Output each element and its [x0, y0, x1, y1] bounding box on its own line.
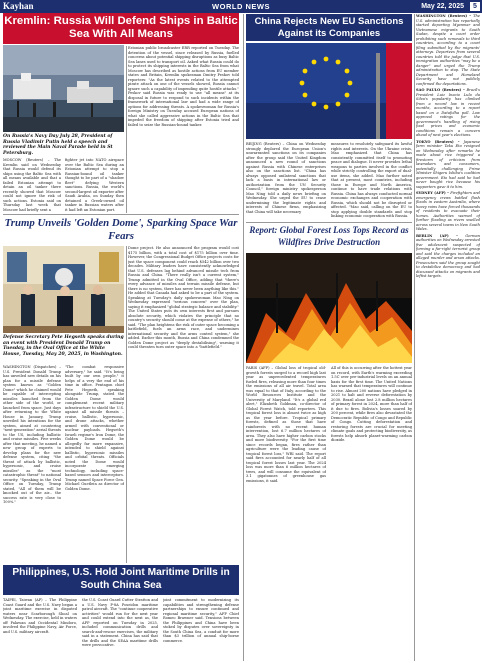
brief-dateline: BERLIN (AP) – — [416, 233, 458, 238]
philippines-headline: Philippines, U.S. Hold Joint Maritime Drills in South China Sea — [3, 565, 239, 595]
philippines-body-col3: joint commitment to modernizing its capabilities and strengthening defense partnerships to ensure continued and regional maritime security," AFP Chief Romeo Brawner said. Tensions between the Philippines and China have been stoked by disputes over sovereignty in the South China Sea, a conduit for more than $3 trillion of annual ship-borne commerce. — [163, 598, 239, 643]
eu-flag-illustration — [246, 43, 412, 139]
philippines-body-col1: TAIPEI, Taiwan (AP) – The Philippine Coast Guard and the U.S. Navy began a joint maritime exercise in disputed waters near Scarborough Shoal on Wednesday. The exercise, held in waters off Palawan and Occidental Mindoro, involved the Philippine Navy, Air Force, and U.S. military aircraft. — [3, 598, 77, 634]
brief-item — [416, 191, 480, 232]
brief-text: Japanese farm minister Taku Eto resigned on Wednesday after remarks he made about rice triggered a firestorm of criticism from lawmakers and consumers, potentially challenging Prime Minister Shigeru Ishiba's coalition government. Eto had said he had never bought rice because his supporters gave it to him. — [416, 139, 480, 189]
brief-dateline: WASHINGTON (Reuters) – — [416, 14, 472, 18]
wildfire-photo — [246, 253, 412, 363]
brief-dateline: SYDNEY (AFP) – — [416, 191, 449, 195]
china-body-col2: measures to resolutely safeguard its lawful rights and interests. On the Ukraine crisis, Mao emphasized that China has consistently committed itself to promoting peace and dialogue. It never provides lethal weapons to parties involved in the conflict while strictly controlling the export of dual-use items, she added. Mao further noted that at present, most countries, including those in Europe and North America, continue to have trade relations with Russia. China has always conducted normal economic exchanges and cooperation with Russia, which should not be disrupted or affected. "Mao said, calling on the EU to stop applying double standards and stop linking economic cooperation with Russia. — [331, 142, 412, 218]
brief-text: The U.S. administration has reportedly started deporting Myanmar and Vietnamese migrants to South Sudan, despite a court order prohibiting such removals to third countries, according to a court filing submitted by the migrants' attorneys. Deportees from several countries told the judge that U.S. immigration authorities "may be a danger" and urged the Trump administration to stop. The State Department and Homeland Security have not publicly confirmed the deportations. — [416, 14, 480, 86]
oval-office-illustration — [3, 246, 124, 333]
china-headline: China Rejects New EU Sanctions Against its Companies — [246, 14, 412, 41]
trump-body-col3: Dome project. He also announced the program would cost $175 billion, with a total cost of $175 billion over time. However, the Congressional Budget Office projects costs for just the space component could reach $542 billion over two decades. Military leaders have consistently acknowledged that U.S. defenses lag behind advanced missile tech from Russia and China. "There really isn't a current system," Trump admitted in the Oval Office, adding that "there's every advance of missiles and terrain missile defense, but there is no system, there has never been anything like this." He added that Canada had asked to be a part of the system. Speaking at Tuesday's daily spokeswoman Mao Ning on Wednesday expressed "serious concern" over the plan, saying it emphasized "global strategic balance and stability." The United States puts its own interests first and pursues absolute security, which violates the principle that no country's security should come at the expense of others," he said. "The plan heightens the risk of outer space becoming a battlefield, fuels an arms race, and undermines international security and the arms control system," she added. Earlier this month, Russia and China condemned the Golden Dome project as "deeply destabilising", warning it could threaten turn outer space into a "battlefield." — [128, 246, 239, 349]
trump-headline: Trump Unveils 'Golden Dome', Sparking Space War Fears — [3, 214, 239, 244]
eu-flag-photo — [246, 43, 412, 139]
kremlin-headline: Kremlin: Russia Will Defend Ships in Baltic Sea With All Means — [3, 13, 239, 44]
oval-office-photo — [3, 246, 124, 333]
kremlin-body-col2: fighter jet into NATO airspace over the Baltic Sea during an Estonian attempt to stop a Russian-bound oil tanker thought to be part of a "shadow fleet" defying Western sanctions. Russia, the world's second-largest oil exporter after Saudi Arabia, on Sunday then detained a Greek-owned oil tanker in Russian waters after it had left an Estonian port. — [65, 158, 124, 212]
kremlin-photo-caption: On Russia's Navy Day July 28, President of Russia Vladimir Putin held a speech and reviewed the Main Naval Parade held in St Petersburg. — [3, 134, 113, 156]
brief-dateline: TOKYO (Reuters) – — [416, 139, 460, 144]
masthead — [0, 0, 482, 13]
wildfire-illustration — [246, 253, 412, 363]
brief-item — [416, 88, 480, 138]
trump-body-col2: "The combat responsive adversary," he said. "It's being built by our own people," it helps of a very the end of his time in office. Pentagon chief Pete Hegseth, speaking alongside Trump, stated the Golden Dome would complement recent military infrastructure to shield the U.S. against all missile threats – cruise, ballistic, hypersonic, and drone attacks, whether armed with conventional or nuclear payloads. Hegseth's Israeli regime's Iron Dome, the Golden Dome would be allegedly far more expansive, intended to shield against ballistic, hypersonic missiles and orbital threats. Officials noted the Dome would incorporate emerging technology, including space-based sensors and interceptors. Trump named Space Force Gen. Michael Guetlein as director of Golden Dome. — [65, 365, 124, 491]
trump-body-col1: WASHINGTON (Dispatches) – U.S. President Donald Trump has unveiled new details on his plan for a missile defense system known as "Golden Dome" which he claimed would be capable of intercepting missiles launched from the other side of the world, or launched from space. Just days after returning to the White House in January, Trump unveiled his intentions for the system, aimed at countering "next-generation" aerial threats to the US, including ballistic and cruise missiles. Five weeks after that meeting, he named a new group of experts to develop plans for the new defense system, citing "the threat of attack by ballistic, hypersonic, and cruise missiles" as the "most catastrophic threat" to national security. "Speaking in the Oval Office on Tuesday, Trump stated, "All of them will be knocked out of the air... the success rate is very close to 100%." — [3, 365, 61, 504]
kremlin-body-col3: Estonian public broadcaster ERR reported on Tuesday. The detention of the vessel, since released by Russia, fuelled concerns about potential shipping disruptions as busy Baltic Sea lanes used to transport oil. Asked what Russia could do to protect its shipping interests in the Baltic Sea from what Moscow has described as hostile actions from EU member states and Britain, Kremlin spokesman Dmitry Peskov told reporters: "As the latest events related to the attempted pirate attack on one of the vessels showed, Russia cannot ignore such a capability of impending quite hostile attacks." Peskov said Russia was ready to use "all means" at its disposal in future to respond to such incidents within the framework of international law and had a wide range of options for addressing threats. A spokeswoman for Russia's foreign Ministry on Tuesday accused European nations of what she called aggressive actions in the Baltic Sea that impeded the freedom of shipping after Estonia tried and failed to seize the Russian-bound tanker. — [128, 46, 239, 127]
brief-text: Brazil's President Luiz Inacio Lula da Silva's popularity has climbed from a record low in recent months, according to a report based on a Datafolha poll. Low approval ratings for the government's handling of rising food prices and economic conditions remain a concern ahead of next year's elections. — [416, 88, 480, 137]
brief-item — [416, 14, 480, 86]
section-title: WORLD NEWS — [212, 2, 270, 11]
brief-item — [416, 234, 480, 279]
trump-photo-caption: Defense Secretary Pete Hegseth speaks during an event with President Donald Trump on Tuesday, in the Oval Office at the White House, Tuesday, May 20, 2025, in Washington. — [3, 335, 124, 357]
news-briefs-column — [416, 14, 480, 661]
forest-headline: Report: Global Forest Loss Tops Record as Wildfires Drive Destruction — [246, 222, 412, 251]
forest-body-col1: PARIS (AFP) – Global loss of tropical old-growth forests surged to a record high last year as unprecedented temperatures fueled fires, releasing more than four times the emissions of all air travel. Total area was equal to that of Italy, according to the World Resources Institute and the University of Maryland. "It's a global red alert," Elizabeth Goldman, co-director of Global Forest Watch, told reporters. This tropical forest loss is almost twice as high as the year before. Tropical primary forests, defined as those that have rainforests with no recent human intervention, lost 6.7 million hectares of area. They also have higher carbon stocks and more biodiversity. "For the first time since records began, fires rather than agriculture were the leading cause of tropical forest loss," WRI said. The report said fires accounted for nearly half of all tropical forest losses last year. The 2024 loss was more than 6 million hectares of trees, and will consume the equivalent of 3.1 gigatonnes of greenhouse gas emissions, it said. — [246, 366, 326, 483]
brief-dateline: SAO PAULO (Reuters) – — [416, 88, 465, 92]
brief-text: Firefighters and emergency crews battled flash floods in eastern Australia, where heavy rains have forced thousands of residents to evacuate their homes. Authorities warned of further flooding as rivers swelled across several towns in New South Wales. — [416, 191, 480, 231]
naval-parade-photo — [3, 45, 124, 132]
forest-body-col2: All of this is occurring after the hottest year on record, with Earth's warming exceeding 1.5C over pre-industrial levels on an annual basis for the first time. The United Nations has warned that temperatures will continue to rise. Almost 200 nations have pledged in 2021 to halt and reverse deforestation by 2030. Brazil alone lost 2.8 million hectares of primary forest in 2024, more than half of it due to fires. Bolivia's losses soared by 200 percent, while fires also devastated the Democratic Republic of Congo and Republic of Congo. Cutting deforestation and restoring forests are crucial for meeting climate goals and protecting biodiversity, as forests help absorb planet-warming carbon dioxide. — [331, 366, 412, 442]
philippines-body-col2: the U.S. Coast Guard Cutter Stratton and a U.S. Navy P-8A Poseidon maritime patrol aircraft. The "continue cooperative activities" would run for the next year and could extend into the next as, the AFP reported on Tuesday in 2025, included communication drills and search-and-rescue exercises, the military said in a statement. China has said that the drills and the SEAA maritime drills were provocative. — [82, 598, 158, 647]
issue-date: May 22, 2025 — [421, 3, 464, 10]
brief-text: German authorities on Wednesday arrested five adolescent suspected of forming a far-right terrorist group and said the charges included an alleged murder and arson attacks. Prosecutors said the group sought to destabilize democracy and had discussed attacks on migrants and leftist targets. — [416, 233, 480, 278]
brief-item — [416, 140, 480, 190]
newspaper-logo: Kayhan — [3, 1, 34, 11]
page-number: 5 — [470, 2, 480, 11]
china-body-col1: BEIJING (Reuters) – China on Wednesday strongly deplored the European Union's unwarranted sanctions on its companies after the group said the United Kingdom announced a new round of sanctions against Russia with Chinese enterprises also on the sanctions list. "China has always opposed unilateral sanctions that lack a basis in international law or authorization from the UN Security Council," foreign ministry spokesperson Mao Ning told a daily news briefing on Wednesday. She urged the EU to cease undermining the legitimate rights and interests of Chinese firms, emphasizing that China will take necessary — [246, 142, 326, 214]
naval-parade-illustration — [3, 45, 124, 132]
kremlin-body-col1: MOSCOW (Reuters) – The Kremlin said on Wednesday that Russia would defend its ships using the Baltic Sea with all means available and that a failed Estonian attempt to detain an oil tanker there recently showed that Moscow could not ignore the risk of such actions. Estonia said on Thursday last week that Moscow had briefly sent a — [3, 158, 61, 212]
